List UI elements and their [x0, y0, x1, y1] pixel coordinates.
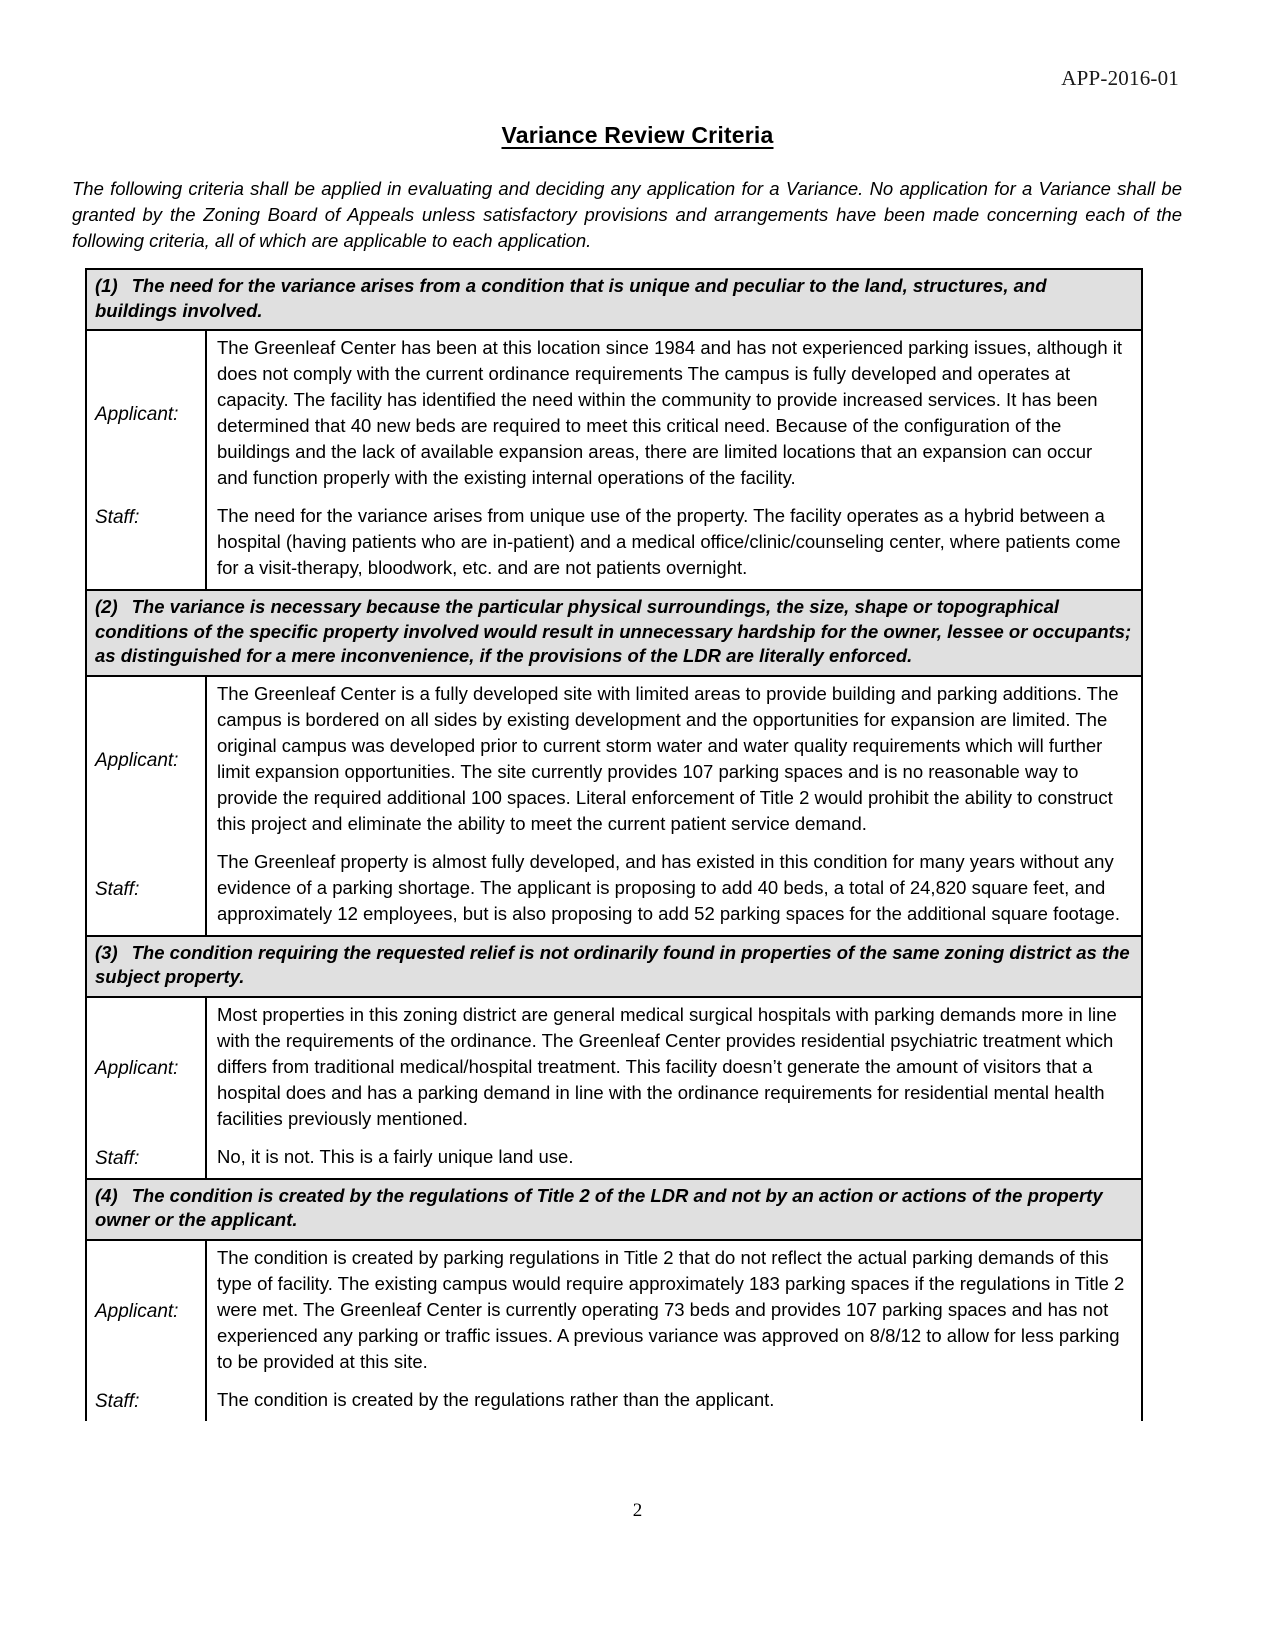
- table-row: [86, 330, 1142, 499]
- applicant-response-text: The Greenleaf Center is a fully developed site with limited areas to provide building and parking additions. The campus is bordered on all sides by existing development and the opportunities for expansion are limited. The original campus was developed prior to current storm water and water quality requirements which will further limit expansion opportunities. The site currently provides 107 parking spaces and is no reasonable way to provide the required additional 100 spaces. Literal enforcement of Title 2 would prohibit the ability to construct this project and eliminate the ability to meet the current patient service demand.: [206, 676, 1142, 845]
- row-label-staff: Staff:: [86, 845, 206, 936]
- criterion-heading-cell: [86, 590, 1142, 676]
- table-row: [86, 997, 1142, 1140]
- applicant-response-text: Most properties in this zoning district are general medical surgical hospitals with parking demands more in line with the requirements of the ordinance. The Greenleaf Center provides residential psychiatric treatment which differs from traditional medical/hospital treatment. This facility doesn’t generate the amount of visitors that a hospital does and has a parking demand in line with the ordinance requirements for residential mental health facilities previously mentioned.: [206, 997, 1142, 1140]
- table-row: [86, 1383, 1142, 1421]
- criterion-heading-text: The need for the variance arises from a condition that is unique and peculiar to the land, structures, and buildings involved.: [95, 275, 1047, 321]
- page-title: [0, 122, 1275, 149]
- criterion-heading-cell: [86, 936, 1142, 997]
- row-label-applicant: Applicant:: [86, 676, 206, 845]
- table-row: [86, 1140, 1142, 1179]
- staff-response-text: No, it is not. This is a fairly unique land use.: [206, 1140, 1142, 1179]
- document-reference-header: APP-2016-01: [1061, 66, 1179, 90]
- staff-response-text: The condition is created by the regulations rather than the applicant.: [206, 1383, 1142, 1421]
- row-label-staff: Staff:: [86, 1383, 206, 1421]
- page-number: 2: [632, 1500, 643, 1521]
- row-label-applicant: Applicant:: [86, 1240, 206, 1383]
- criterion-heading-text: The condition is created by the regulations of Title 2 of the LDR and not by an action or actions of the property owner or the applicant.: [95, 1184, 1103, 1230]
- criterion-heading-cell: [86, 1179, 1142, 1240]
- criterion-heading-text: The variance is necessary because the particular physical surroundings, the size, shape or topographical conditions of the specific property involved would result in unnecessary hardship for the owner, lessee or occupants; as distinguished for a mere inconvenience, if the provisions of the LDR are literally enforced.: [95, 596, 1132, 666]
- applicant-response-text: The condition is created by parking regulations in Title 2 that do not reflect the actual parking demands of this type of facility. The existing campus would require approximately 183 parking spaces if the regulations in Title 2 were met. The Greenleaf Center is currently operating 73 beds and provides 107 parking spaces and has not experienced any parking or traffic issues. A previous variance was approved on 8/8/12 to allow for less parking to be provided at this site.: [206, 1240, 1142, 1383]
- criterion-number: (1): [95, 275, 118, 296]
- criterion-header-row: [86, 1179, 1142, 1240]
- intro-paragraph: The following criteria shall be applied in evaluating and deciding any application for a Variance. No application for a Variance shall be granted by the Zoning Board of Appeals unless satisfactory provisions and arrangements have been made concerning each of the following criteria, all of which are applicable to each application.: [72, 178, 1182, 251]
- criterion-number: (3): [95, 941, 118, 963]
- variance-criteria-table: [85, 268, 1143, 1421]
- page-title-text: Variance Review Criteria: [501, 122, 774, 148]
- table-row: [86, 845, 1142, 936]
- criterion-header-row: [86, 269, 1142, 330]
- row-label-applicant: Applicant:: [86, 997, 206, 1140]
- table-row: [86, 1240, 1142, 1383]
- table-row: [86, 499, 1142, 590]
- staff-response-text: The Greenleaf property is almost fully developed, and has existed in this condition for many years without any evidence of a parking shortage. The applicant is proposing to add 40 beds, a total of 24,820 square feet, and approximately 12 employees, but is also proposing to add 52 parking spaces for the additional square footage.: [206, 845, 1142, 936]
- criterion-header-row: [86, 590, 1142, 676]
- criterion-heading-cell: [86, 269, 1142, 330]
- row-label-staff: Staff:: [86, 1140, 206, 1179]
- criterion-heading-text: The condition requiring the requested relief is not ordinarily found in properties of the same zoning district as the subject property.: [95, 941, 1130, 987]
- criterion-number: (2): [95, 596, 118, 617]
- table-row: [86, 676, 1142, 845]
- criterion-number: (4): [95, 1184, 118, 1206]
- applicant-response-text: The Greenleaf Center has been at this location since 1984 and has not experienced parking issues, although it does not comply with the current ordinance requirements The campus is fully developed and operates at capacity. The facility has identified the need within the community to provide increased services. It has been determined that 40 new beds are required to meet this critical need. Because of the configuration of the buildings and the lack of available expansion areas, there are limited locations that an expansion can occur and function properly with the existing internal operations of the facility.: [206, 330, 1142, 499]
- row-label-applicant: Applicant:: [86, 330, 206, 499]
- row-label-staff: Staff:: [86, 499, 206, 590]
- criterion-header-row: [86, 936, 1142, 997]
- staff-response-text: The need for the variance arises from unique use of the property. The facility operates as a hybrid between a hospital (having patients who are in-patient) and a medical office/clinic/counseling center, where patients come for a visit-therapy, bloodwork, etc. and are not patients overnight.: [206, 499, 1142, 590]
